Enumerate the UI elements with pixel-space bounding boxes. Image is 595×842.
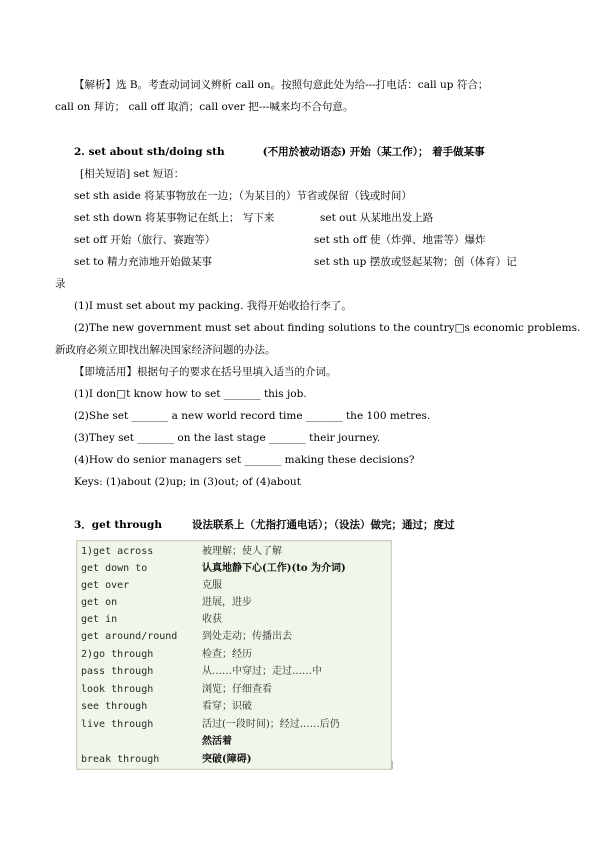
phrase-row-3-left: set off 开始（旅行、赛跑等） (74, 234, 216, 246)
table-meaning: 到处走动；传播出去 (202, 631, 292, 642)
table-row (81, 594, 387, 611)
phrase-row-2-left: set sth down 将某事物记在纸上； 写下来 (74, 212, 275, 224)
get-through-phrase-table (76, 540, 392, 770)
table-phrase: 2)go through (81, 649, 154, 660)
analysis-line-2: call on 拜访； call off 取消；call over 把---喊来均不合句意。 (55, 101, 354, 113)
table-phrase: 1)get across (81, 546, 154, 557)
table-meaning-continued: 然活着 (202, 736, 232, 747)
analysis-line-1: 【解析】选 B。考查动词词义辨析 call on。按照句意此处为给---打电话：call up 符合； (74, 79, 489, 91)
table-phrase: live through (81, 719, 154, 730)
section3-heading (74, 518, 454, 532)
table-row (81, 560, 387, 577)
table-phrase: get down to (81, 563, 148, 574)
section2-heading (74, 145, 485, 159)
table-meaning: 克服 (202, 580, 222, 591)
table-meaning: 检查；经历 (202, 649, 252, 660)
section2-heading-phrase: 2. set about sth/doing sth (74, 146, 225, 158)
table-row (81, 577, 387, 594)
table-meaning: 突破(障碍) (202, 754, 252, 765)
table-phrase: see through (81, 701, 148, 712)
table-phrase: break through (81, 754, 160, 765)
exercise-2: (2)She set _______ a new world record time _______ the 100 metres. (74, 410, 431, 422)
phrase-row-4-left: set to 精力充沛地开始做某事 (74, 256, 213, 268)
table-phrase: get over (81, 580, 130, 591)
table-meaning: 进展，进步 (202, 597, 252, 608)
exercise-3: (3)They set _______ on the last stage _______ their journey. (74, 432, 381, 444)
section3-heading-phrase: 3．get through (74, 519, 162, 531)
related-phrases-title: [相关短语] set 短语： (80, 168, 185, 180)
phrase-row-4-right: set sth up 摆放或竖起某物；创（体育）记 (314, 256, 517, 268)
example-2: (2)The new government must set about finding solutions to the country□s economic problems. (74, 322, 581, 334)
section3-heading-meaning: 设法联系上（尤指打通电话）；（设法）做完；通过；度过 (191, 519, 455, 531)
phrase-row-2-right: set out 从某地出发上路 (320, 212, 434, 224)
table-meaning: 收获 (202, 614, 222, 625)
example-2-translation: 新政府必须立即找出解决国家经济问题的办法。 (55, 344, 276, 356)
table-row (81, 628, 387, 645)
table-phrase: get in (81, 614, 118, 625)
exercise-keys: Keys: (1)about (2)up; in (3)out; of (4)about (74, 476, 301, 488)
table-meaning: 从……中穿过；走过……中 (202, 666, 322, 677)
table-meaning: 活过(一段时间)；经过……后仍 (202, 719, 340, 730)
exercise-1: (1)I don□t know how to set _______ this job. (74, 388, 307, 400)
table-phrase: get on (81, 597, 118, 608)
table-row (81, 611, 387, 628)
table-phrase: look through (81, 684, 154, 695)
table-meaning: 看穿；识破 (202, 701, 252, 712)
phrase-row-3-right: set sth off 使（炸弹、地雷等）爆炸 (314, 234, 486, 246)
table-row (81, 663, 387, 680)
table-row (81, 716, 387, 747)
table-row (81, 751, 387, 768)
exercise-title: 【即境活用】根据句子的要求在括号里填入适当的介词。 (74, 366, 337, 378)
exercise-4: (4)How do senior managers set _______ making these decisions? (74, 454, 415, 466)
phrase-row-1-left: set sth aside 将某事物放在一边；（为某目的）节省或保留（钱或时间） (74, 190, 412, 202)
table-row (81, 543, 387, 560)
table-meaning: 浏览；仔细查看 (202, 684, 272, 695)
phrase-wrap-char: 录 (55, 278, 66, 290)
table-meaning: 被理解；使人了解 (202, 546, 282, 557)
section2-heading-note: (不用於被动语态) 开始（某工作）； 着手做某事 (262, 146, 485, 158)
table-phrase: get around/round (81, 631, 178, 642)
table-image-edge (391, 761, 393, 769)
table-phrase: pass through (81, 666, 154, 677)
example-1: (1)I must set about my packing. 我得开始收拾行李了。 (74, 300, 352, 312)
table-row (81, 681, 387, 698)
table-row (81, 646, 387, 663)
table-meaning: 认真地静下心(工作)(to 为介词) (202, 563, 346, 574)
table-row (81, 698, 387, 715)
